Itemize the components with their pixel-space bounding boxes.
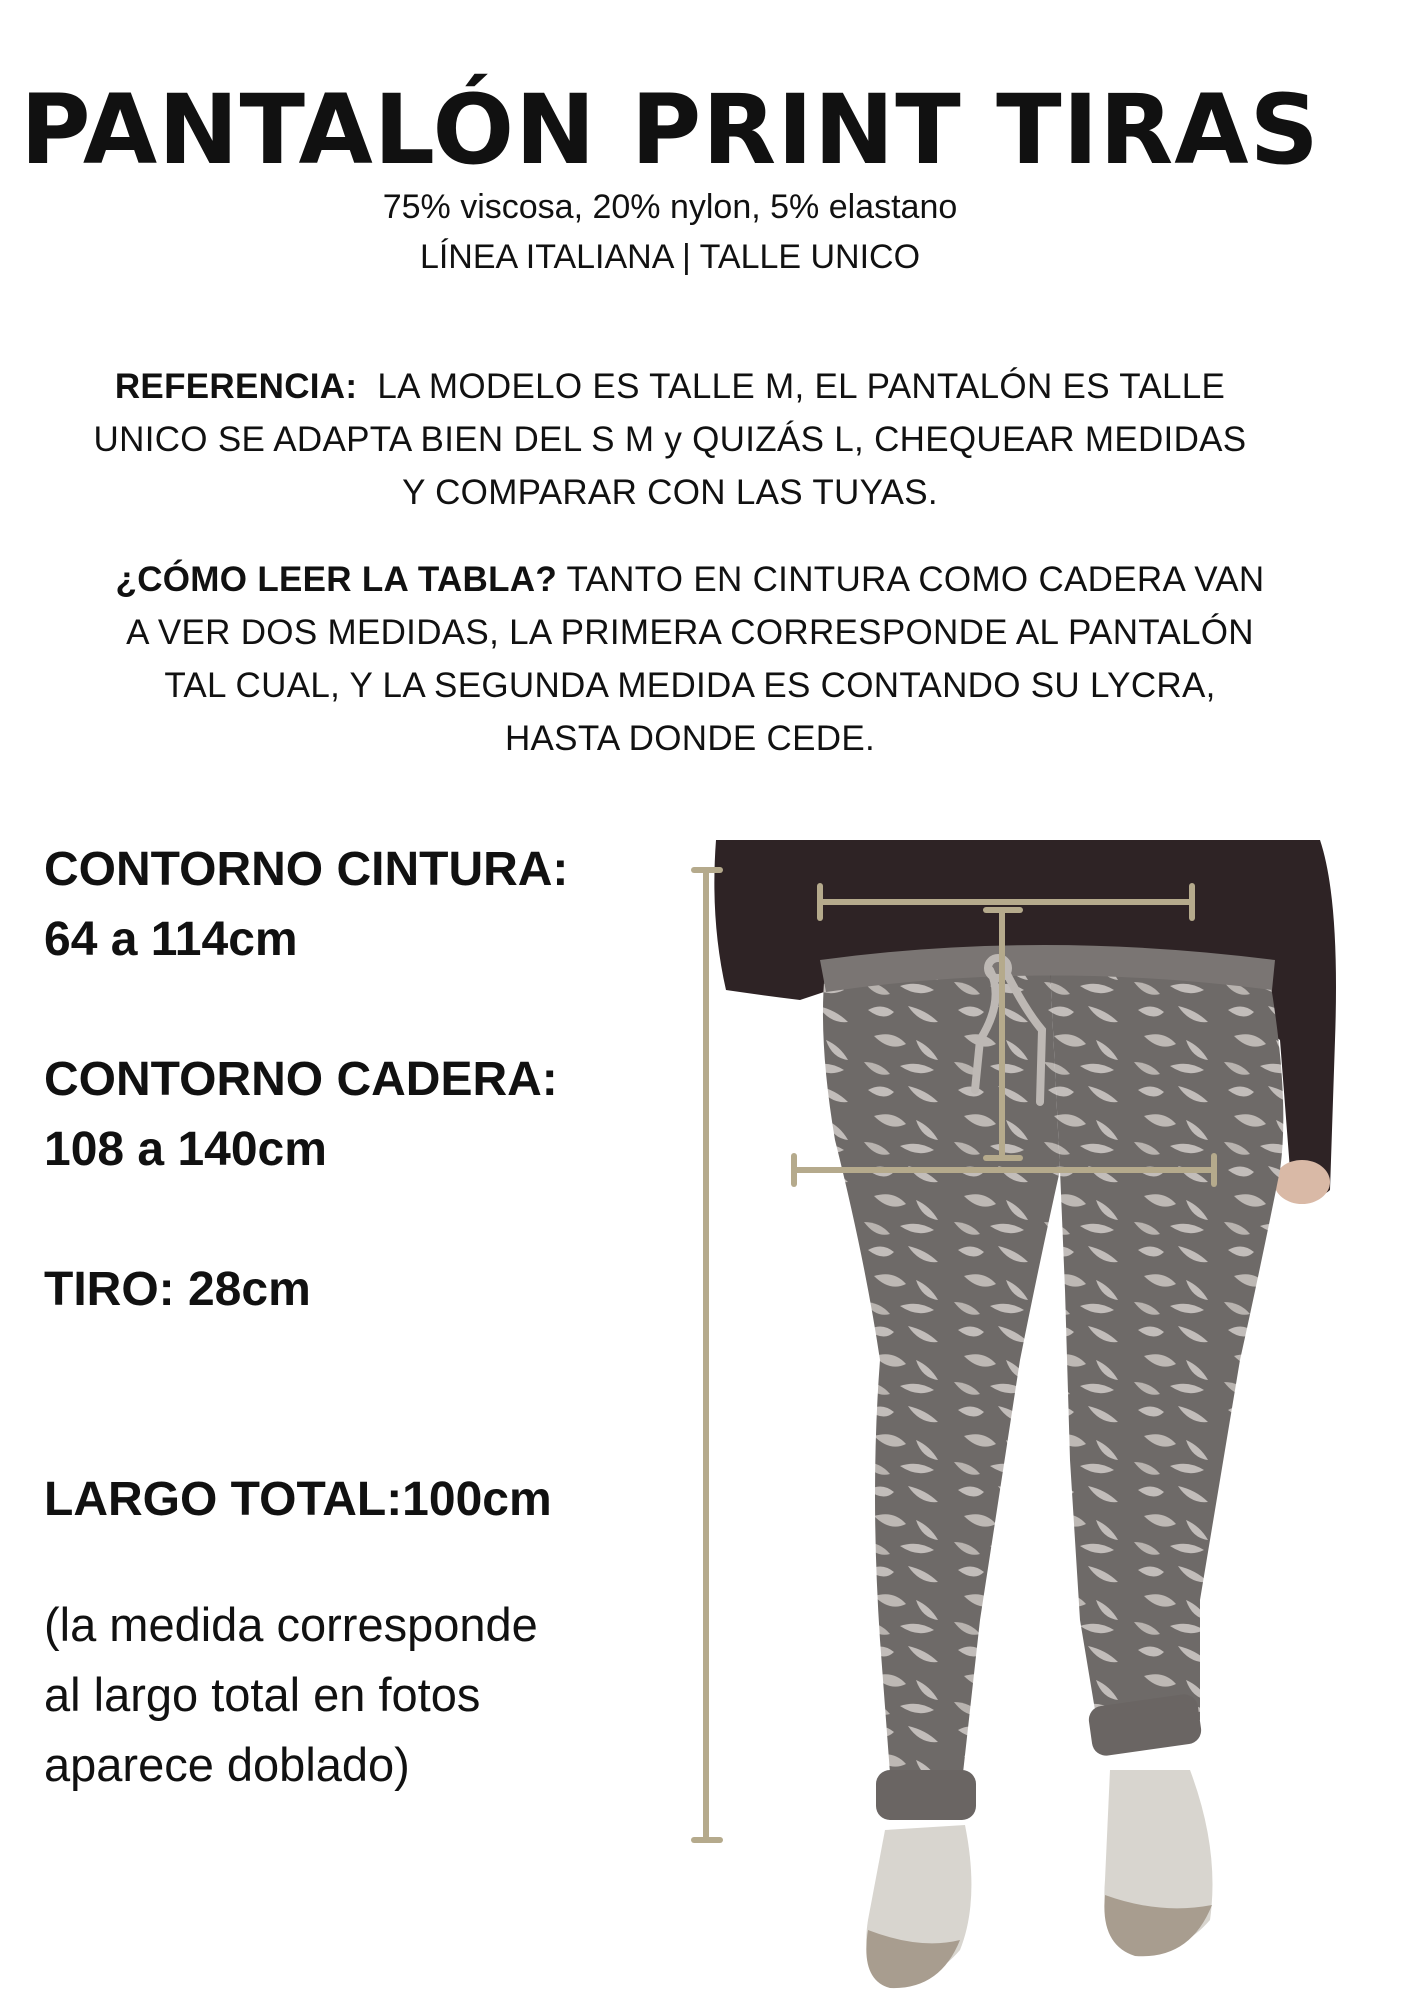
note-line-3: aparece doblado): [44, 1738, 410, 1791]
rise-spec: TIRO: 28cm: [44, 1263, 311, 1316]
how-to-read-line-1: ¿CÓMO LEER LA TABLA? TANTO EN CINTURA COMO CADERA VAN: [115, 560, 1265, 599]
how-to-read-line-4: HASTA DONDE CEDE.: [504, 719, 876, 758]
hip-label: CONTORNO CADERA:: [44, 1053, 558, 1106]
reference-label: REFERENCIA:: [114, 367, 358, 406]
how-to-read-line-2: A VER DOS MEDIDAS, LA PRIMERA CORRESPONDE AL PANTALÓN: [126, 613, 1254, 652]
how-to-read-line-3: TAL CUAL, Y LA SEGUNDA MEDIDA ES CONTANDO SU LYCRA,: [164, 666, 1216, 705]
left-cuff: [876, 1770, 976, 1820]
length-spec: LARGO TOTAL:100cm: [44, 1473, 552, 1526]
hip-spec: [44, 1045, 558, 1185]
reference-line-2: UNICO SE ADAPTA BIEN DEL S M y QUIZÁS L, CHEQUEAR MEDIDAS: [93, 420, 1247, 459]
waist-value: 64 a 114cm: [44, 913, 298, 966]
reference-line-1: REFERENCIA: LA MODELO ES TALLE M, EL PANTALÓN ES TALLE: [114, 367, 1226, 406]
right-pant-leg: [1050, 970, 1283, 1740]
hip-value: 108 a 140cm: [44, 1123, 327, 1176]
reference-paragraph: [40, 360, 1300, 519]
waist-spec: [44, 835, 568, 975]
how-to-read-label: ¿CÓMO LEER LA TABLA?: [115, 560, 558, 599]
left-pant-leg: [823, 970, 1060, 1800]
composition-text: 75% viscosa, 20% nylon, 5% elastano: [382, 188, 958, 226]
pants-product-photo: [680, 840, 1380, 2000]
how-to-read-paragraph: [40, 553, 1340, 765]
waist-label: CONTORNO CINTURA:: [44, 843, 569, 896]
length-note: [44, 1590, 538, 1800]
product-title: PANTALÓN PRINT TIRAS: [20, 74, 1320, 186]
line-size-text: LÍNEA ITALIANA | TALLE UNICO: [419, 238, 921, 276]
hand: [1274, 1160, 1330, 1204]
reference-line-3: Y COMPARAR CON LAS TUYAS.: [402, 473, 938, 512]
note-line-1: (la medida corresponde: [44, 1598, 538, 1651]
note-line-2: al largo total en fotos: [44, 1668, 481, 1721]
